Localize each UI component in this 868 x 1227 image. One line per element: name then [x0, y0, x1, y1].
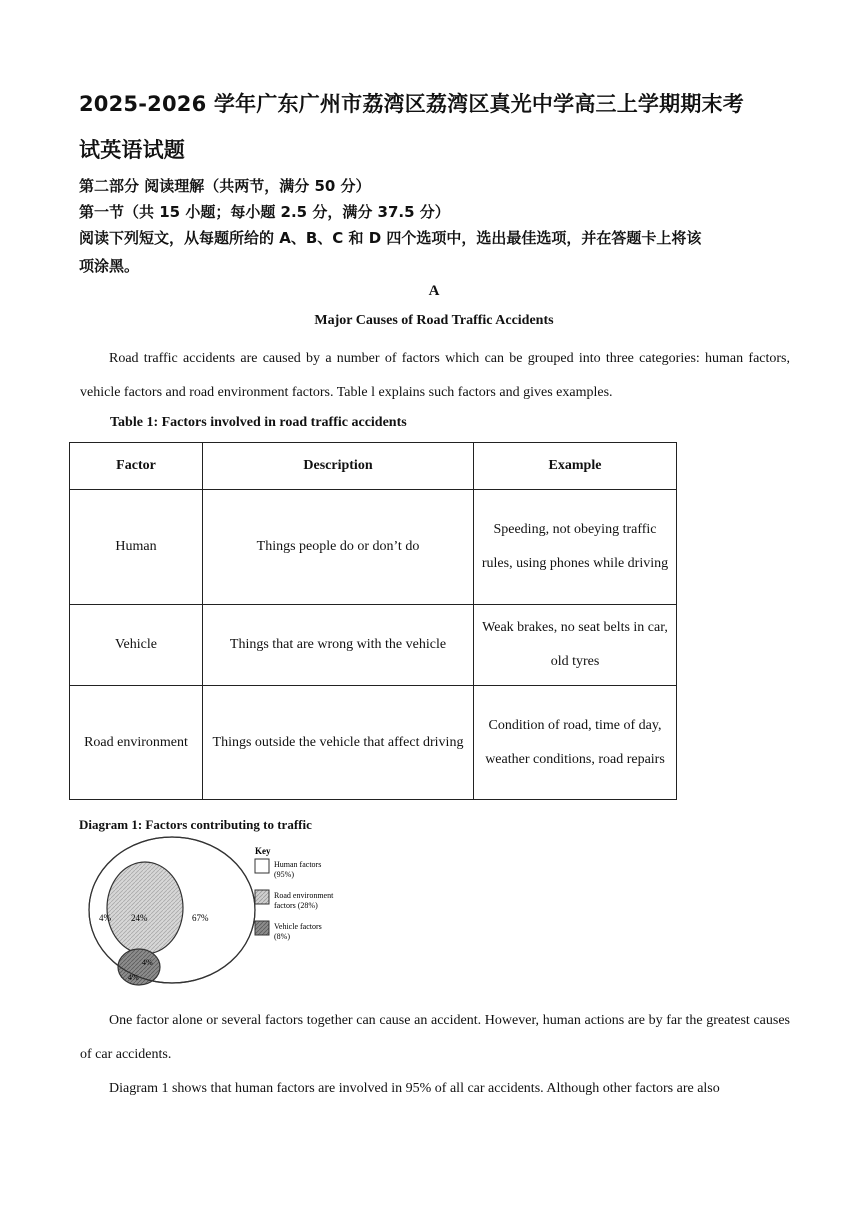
key-label-vehicle: Vehicle factors: [274, 922, 322, 931]
passage-title: Major Causes of Road Traffic Accidents: [314, 313, 554, 328]
label-vehicle-low: 4%: [128, 973, 139, 982]
table-cell: Speeding, not obeying traffic rules, using phones while driving: [474, 490, 677, 605]
table-row: [70, 490, 677, 605]
table-header-cell: Description: [203, 443, 474, 490]
key-swatch-vehicle: [255, 921, 269, 935]
road-environment-circle: [107, 862, 183, 954]
table-row: [70, 605, 677, 686]
directions-line2: 项涂黑。: [79, 257, 140, 275]
table-header-cell: Factor: [70, 443, 203, 490]
table-header-cell: Example: [474, 443, 677, 490]
key-swatch-road: [255, 890, 269, 904]
table-header-row: [70, 443, 677, 490]
table-cell: Human: [70, 490, 203, 605]
table-cell: Vehicle: [70, 605, 203, 686]
directions-line1: 阅读下列短文，从每题所给的 A、B、C 和 D 四个选项中，选出最佳选项，并在答题卡上将该: [79, 229, 702, 247]
table-cell: Road environment: [70, 686, 203, 800]
paragraph-diagram: Diagram 1 shows that human factors are involved in 95% of all car accidents. Although other factors are also: [109, 1081, 720, 1096]
vehicle-factors-circle: [118, 949, 160, 985]
passage-letter: A: [428, 283, 440, 299]
table-caption: Table 1: Factors involved in road traffic accidents: [110, 415, 407, 430]
key-label-human-pct: (95%): [274, 870, 294, 879]
table-cell: Condition of road, time of day, weather conditions, road repairs: [474, 686, 677, 800]
table-cell: Things people do or don’t do: [203, 490, 474, 605]
table-cell: Things outside the vehicle that affect driving: [203, 686, 474, 800]
diagram-key: [255, 846, 334, 941]
venn-diagram: [79, 810, 409, 995]
diagram-title-line1: Diagram 1: Factors contributing to traffic: [79, 817, 312, 832]
key-label-human: Human factors: [274, 860, 322, 869]
part-heading: 第二部分 阅读理解（共两节，满分 50 分）: [79, 177, 371, 195]
label-vehicle-overlap: 4%: [142, 958, 153, 967]
paragraph-factors: One factor alone or several factors together can cause an accident. However, human actions are by far the greatest causes of car accidents.: [80, 1013, 790, 1062]
section-heading: 第一节（共 15 小题；每小题 2.5 分，满分 37.5 分）: [79, 203, 450, 221]
factors-table: [69, 442, 677, 800]
label-road-only: 4%: [99, 913, 111, 923]
label-human-only: 67%: [192, 913, 209, 923]
key-label-vehicle-pct: (8%): [274, 932, 290, 941]
exam-title-line1: 2025-2026 学年广东广州市荔湾区荔湾区真光中学高三上学期期末考: [79, 92, 744, 116]
table-cell: Things that are wrong with the vehicle: [203, 605, 474, 686]
key-label-road: Road environment: [274, 891, 334, 900]
table-row: [70, 686, 677, 800]
paragraph-intro: Road traffic accidents are caused by a number of factors which can be grouped into three categories: human factors, vehicle factors and road environment factors. Table l explains such factors and gives examples.: [80, 351, 790, 400]
label-human-road: 24%: [131, 913, 148, 923]
key-title: Key: [255, 846, 271, 856]
table-cell: Weak brakes, no seat belts in car, old tyres: [474, 605, 677, 686]
exam-title-line2: 试英语试题: [79, 138, 185, 162]
key-swatch-human: [255, 859, 269, 873]
key-label-road-pct: factors (28%): [274, 901, 318, 910]
